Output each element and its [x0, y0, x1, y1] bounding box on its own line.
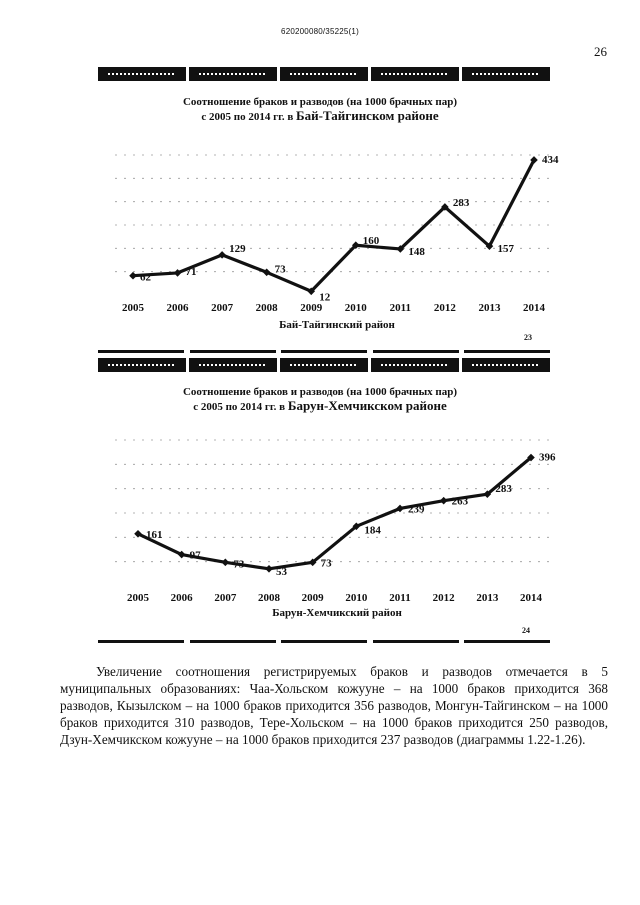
chart2-data-label: 73 — [320, 557, 332, 570]
chart2-data-label: 97 — [189, 549, 201, 562]
chart1-data-label: 157 — [497, 243, 514, 256]
chart1-gridlines — [115, 155, 550, 272]
chart2-x-tick-label: 2006 — [170, 592, 193, 604]
decorative-bar-row-top — [98, 67, 550, 81]
decorative-bar-row-middle — [98, 358, 550, 372]
chart1-data-label: 73 — [274, 263, 286, 276]
chart1-figure-number: 23 — [524, 333, 532, 342]
chart1-x-tick-label: 2013 — [478, 302, 501, 314]
chart1-x-tick-label: 2009 — [300, 302, 323, 314]
chart1-data-label: 148 — [408, 245, 425, 258]
chart2-x-tick-label: 2013 — [476, 592, 499, 604]
chart2-point — [265, 565, 273, 573]
chart1-title-prefix: с 2005 по 2014 гг. в — [201, 111, 294, 123]
chart2-x-tick-label: 2014 — [520, 592, 542, 604]
chart2-x-tick-label: 2011 — [389, 592, 411, 604]
chart1-data-label: 129 — [229, 242, 246, 255]
chart2-x-axis-label: Барун-Хемчикский район — [272, 607, 402, 619]
chart2-x-tick-label: 2007 — [214, 592, 237, 604]
chart1-data-label: 12 — [319, 291, 331, 304]
chart2-data-label: 73 — [233, 558, 245, 571]
chart2-data-label: 184 — [364, 524, 381, 537]
chart1-title-place: Бай-Тайгинском районе — [296, 108, 439, 123]
chart1-x-tick-label: 2005 — [122, 302, 144, 314]
chart1-x-tick-label: 2014 — [523, 302, 545, 314]
chart2-point — [440, 497, 448, 505]
document-id: 620200080/35225(1) — [281, 27, 359, 36]
decorative-line-row-bottom — [98, 640, 550, 644]
decorative-line-row — [98, 350, 550, 354]
chart1-x-tick-label: 2007 — [211, 302, 234, 314]
chart2-title-prefix: с 2005 по 2014 гг. в — [193, 401, 286, 413]
chart1-title — [0, 95, 640, 124]
chart2-figure-number: 24 — [522, 626, 530, 635]
chart1-data-label: 160 — [362, 235, 380, 248]
chart1-title-line1: Соотношение браков и разводов (на 1000 брачных пар) — [182, 96, 458, 108]
chart1-point — [129, 272, 137, 280]
chart2-x-tick-label: 2009 — [301, 592, 324, 604]
chart2-data-label: 53 — [276, 565, 287, 578]
chart2-line-chart — [0, 420, 640, 635]
chart2-title-line1: Соотношение браков и разводов (на 1000 брачных пар) — [182, 386, 458, 398]
chart2-x-tick-label: 2012 — [432, 592, 455, 604]
chart2-x-tick-label: 2010 — [345, 592, 368, 604]
chart2-title-place: Барун-Хемчикском районе — [287, 398, 447, 413]
chart2-title-line2 — [0, 399, 640, 414]
chart1-line-chart — [0, 135, 640, 345]
chart2-data-label: 396 — [539, 451, 556, 464]
chart1-title-line2 — [0, 109, 640, 124]
chart1-x-tick-label: 2010 — [344, 302, 367, 314]
body-paragraph: Увеличение соотношения регистрируемых браков и разводов отмечается в 5 муниципальных образованиях: Чаа-Хольском кожууне – на 1000 браков приходится 368 разводов, Кызылском – на 1000 браков приходится 356 разводов, Монгун-Тайгинском – на 1000 браков приходится 310 разводов, Тере-Хольском – на 1000 браков приходится 250 разводов, Дзун-Хемчикском кожууне – на 1000 браков приходится 237 разводов (диаграммы 1.22-1.26). — [60, 664, 608, 747]
chart1-data-label: 71 — [185, 265, 197, 278]
chart1-x-axis-label: Бай-Тайгинский район — [279, 319, 395, 331]
chart2-point — [222, 559, 230, 567]
chart2-data-label: 161 — [146, 528, 163, 541]
chart2-data-label: 239 — [408, 503, 425, 516]
chart1-x-tick-label: 2008 — [255, 302, 278, 314]
chart2-data-label: 263 — [451, 495, 469, 508]
chart2-data-label: 283 — [495, 483, 512, 496]
chart1-data-label: 434 — [542, 153, 559, 166]
chart2-title — [0, 385, 640, 414]
chart1-data-label: 62 — [140, 271, 151, 284]
chart1-data-label: 283 — [452, 196, 470, 209]
chart1-x-tick-label: 2006 — [166, 302, 189, 314]
page-number: 26 — [594, 44, 607, 59]
chart1-x-tick-label: 2012 — [433, 302, 456, 314]
chart2-x-tick-label: 2008 — [258, 592, 280, 604]
chart1-x-tick-label: 2011 — [389, 302, 412, 314]
chart2-x-tick-label: 2005 — [127, 592, 149, 604]
